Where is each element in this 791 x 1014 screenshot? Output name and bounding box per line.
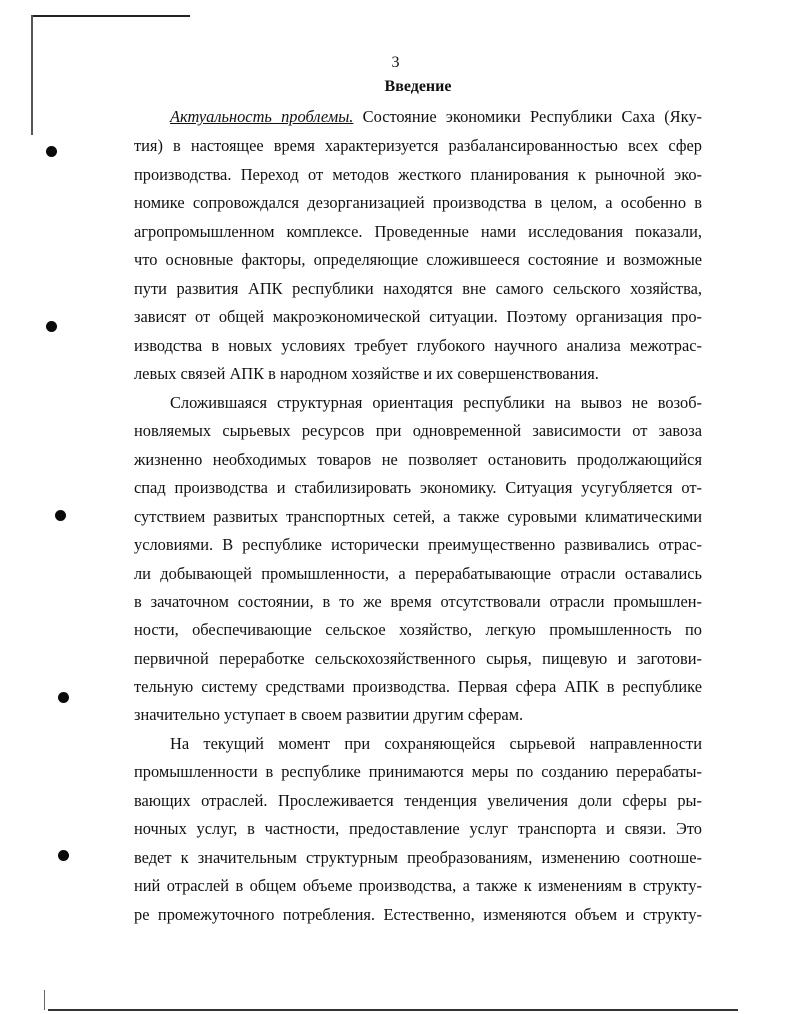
paragraph-line: Актуальность проблемы. Состояние экономики Республики Саха (Яку- xyxy=(170,107,703,126)
paragraph-line: изводства в новых условиях требует глубокого научного анализа межотрас- xyxy=(134,336,702,355)
paragraph-line: промышленности в республике принимаются меры по созданию перерабаты- xyxy=(134,762,702,781)
paragraph-line: в зачаточном состоянии, в то же время отсутствовали отрасли промышлен- xyxy=(134,592,702,611)
paragraph-line: значительно уступает в своем развитии другим сферам. xyxy=(134,705,524,724)
paragraph-line: спад производства и стабилизировать экономику. Ситуация усугубляется от- xyxy=(134,478,702,497)
scan-artifact-bottom xyxy=(48,1009,738,1011)
scan-artifact-top xyxy=(32,15,190,17)
paragraph-line: ний отраслей в общем объеме производства, а также к изменениям в структу- xyxy=(134,876,702,895)
paragraph-line: новляемых сырьевых ресурсов при одновременной зависимости от завоза xyxy=(134,421,702,440)
paragraph-line: ночных услуг, в частности, предоставление услуг транспорта и связи. Это xyxy=(134,819,702,838)
paragraph-line: вающих отраслей. Прослеживается тенденция увеличения доли сферы ры- xyxy=(134,791,702,810)
paragraph-line: номике сопровождался дезорганизацией производства в целом, а особенно в xyxy=(134,193,702,212)
binder-hole xyxy=(46,146,57,157)
binder-hole xyxy=(58,692,69,703)
binder-hole xyxy=(58,850,69,861)
paragraph-line: На текущий момент при сохраняющейся сырьевой направленности xyxy=(170,734,702,753)
paragraph-line: ре промежуточного потребления. Естественно, изменяются объем и структу- xyxy=(134,905,702,924)
paragraph-line: ведет к значительным структурным преобразованиям, изменению соотноше- xyxy=(134,848,702,867)
paragraph-line: пути развития АПК республики находятся вне самого сельского хозяйства, xyxy=(134,279,702,298)
page-number: 3 xyxy=(391,54,400,71)
paragraph-line: Сложившаяся структурная ориентация республики на вывоз не возоб- xyxy=(170,393,702,412)
binder-hole xyxy=(55,510,66,521)
paragraph-line: тельную систему средствами производства. Первая сфера АПК в республике xyxy=(134,677,702,696)
topic-relevance-label: Актуальность проблемы. xyxy=(170,107,354,126)
section-heading: Введение xyxy=(384,78,452,95)
paragraph-line: ли добывающей промышленности, а перерабатывающие отрасли оставались xyxy=(134,564,702,583)
binder-hole xyxy=(46,321,57,332)
paragraph-line: левых связей АПК в народном хозяйстве и их совершенствования. xyxy=(134,364,599,383)
paragraph-line: производства. Переход от методов жесткого планирования к рыночной эко- xyxy=(134,165,702,184)
paragraph-line: условиями. В республике исторически преимущественно развивались отрас- xyxy=(134,535,702,554)
paragraph-line: сутствием развитых транспортных сетей, а также суровыми климатическими xyxy=(134,507,702,526)
paragraph-line: агропромышленном комплексе. Проведенные нами исследования показали, xyxy=(134,222,702,241)
paragraph-line: тия) в настоящее время характеризуется разбалансированностью всех сфер xyxy=(134,136,702,155)
paragraph-line: ности, обеспечивающие сельское хозяйство, легкую промышленность по xyxy=(134,620,702,639)
paragraph-line: жизненно необходимых товаров не позволяет остановить продолжающийся xyxy=(134,450,702,469)
scan-artifact-left-edge xyxy=(31,15,33,135)
paragraph-line: первичной переработке сельскохозяйственного сырья, пищевую и заготови- xyxy=(134,649,702,668)
paragraph-line: зависят от общей макроэкономической ситуации. Поэтому организация про- xyxy=(134,307,702,326)
scan-artifact-left-edge xyxy=(44,990,45,1010)
paragraph-line: что основные факторы, определяющие сложившееся состояние и возможные xyxy=(134,250,702,269)
